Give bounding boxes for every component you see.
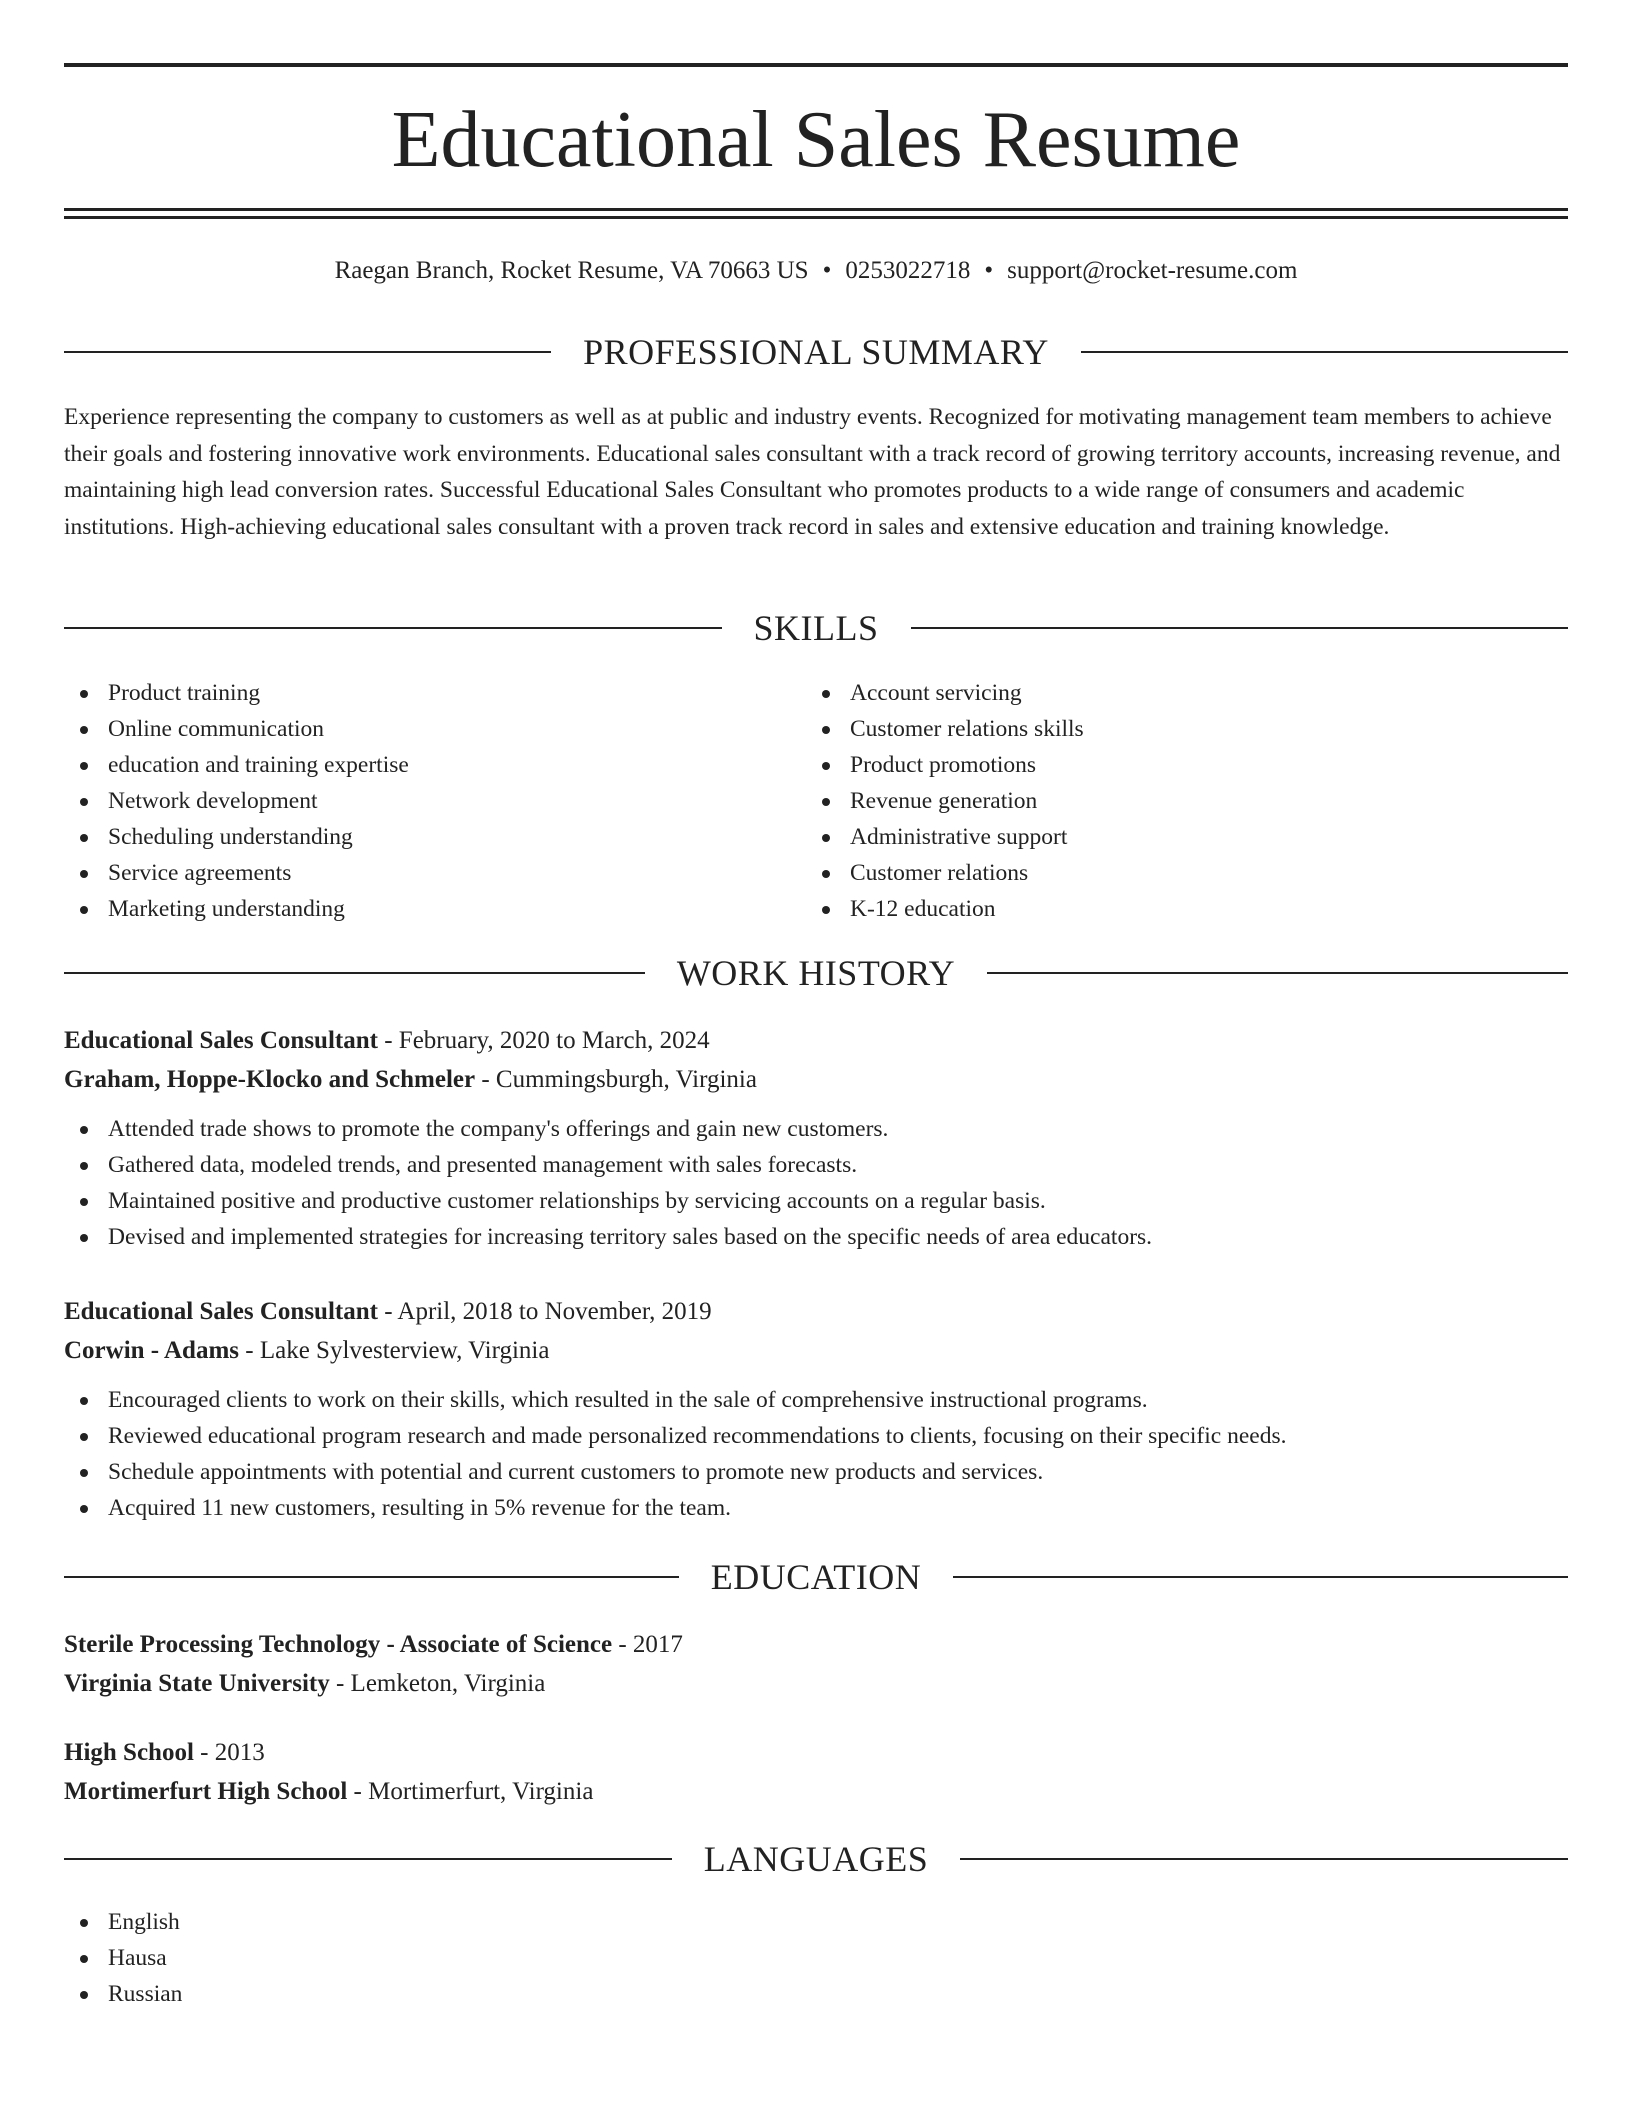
skill-item: education and training expertise bbox=[64, 747, 764, 783]
section-header-work bbox=[64, 949, 1568, 997]
skill-item: Service agreements bbox=[64, 855, 764, 891]
job-company-line bbox=[64, 1331, 1568, 1370]
job-dates: - February, 2020 to March, 2024 bbox=[377, 1027, 710, 1054]
divider-line bbox=[64, 351, 551, 353]
top-rule bbox=[64, 63, 1568, 67]
education-degree-line bbox=[64, 1733, 1568, 1772]
job-company: Corwin - Adams bbox=[64, 1337, 240, 1364]
summary-text: Experience representing the company to customers as well as at public and industry events. Recognized for motivating management team members to achieve their goals and fostering innovative work environments. Educational sales consultant with a track record of growing territory accounts, increasing revenue, and maintaining high lead conversion rates. Successful Educational Sales Consultant who promotes products to a wide range of consumers and academic institutions. High-achieving educational sales consultant with a proven track record in sales and extensive education and training knowledge. bbox=[64, 404, 1561, 540]
page-title: Educational Sales Resume bbox=[391, 96, 1241, 184]
section-title-summary: PROFESSIONAL SUMMARY bbox=[583, 332, 1049, 372]
education-entry bbox=[64, 1733, 1568, 1811]
skill-item: Customer relations bbox=[806, 855, 1506, 891]
job-bullet: Reviewed educational program research and made personalized recommendations to clients, focusing on their specific needs. bbox=[64, 1418, 1568, 1454]
job-title: Educational Sales Consultant bbox=[64, 1298, 378, 1325]
job-title: Educational Sales Consultant bbox=[64, 1027, 378, 1054]
contact-phone: 0253022718 bbox=[845, 257, 971, 284]
job-bullet: Devised and implemented strategies for increasing territory sales based on the specific needs of area educators. bbox=[64, 1219, 1568, 1255]
bullet-separator: • bbox=[822, 257, 832, 284]
job-entry bbox=[64, 1292, 1568, 1526]
job-bullet: Maintained positive and productive customer relationships by servicing accounts on a regular basis. bbox=[64, 1183, 1568, 1219]
skill-item: Revenue generation bbox=[806, 783, 1506, 819]
divider-line bbox=[64, 972, 645, 974]
skill-item: Scheduling understanding bbox=[64, 819, 764, 855]
section-header-skills bbox=[64, 604, 1568, 652]
bullet-separator: • bbox=[984, 257, 994, 284]
education-degree-line bbox=[64, 1625, 1568, 1664]
education-year: - 2017 bbox=[612, 1631, 683, 1658]
job-entry bbox=[64, 1021, 1568, 1255]
job-dates: - April, 2018 to November, 2019 bbox=[377, 1298, 712, 1325]
job-bullet: Gathered data, modeled trends, and presented management with sales forecasts. bbox=[64, 1147, 1568, 1183]
job-company-line bbox=[64, 1060, 1568, 1099]
skills-list-right bbox=[806, 675, 1506, 927]
job-bullets bbox=[64, 1382, 1568, 1526]
skill-item: Network development bbox=[64, 783, 764, 819]
skill-item: K-12 education bbox=[806, 891, 1506, 927]
education-school-line bbox=[64, 1664, 1568, 1703]
education-school: Mortimerfurt High School bbox=[64, 1778, 348, 1805]
job-bullet: Attended trade shows to promote the company's offerings and gain new customers. bbox=[64, 1111, 1568, 1147]
contact-line bbox=[64, 254, 1568, 288]
contact-email: support@rocket-resume.com bbox=[1007, 257, 1298, 284]
language-item: Russian bbox=[64, 1976, 1568, 2012]
job-bullets bbox=[64, 1111, 1568, 1255]
education-location: - Lemketon, Virginia bbox=[329, 1670, 546, 1697]
skill-item: Administrative support bbox=[806, 819, 1506, 855]
section-title-languages: LANGUAGES bbox=[703, 1839, 929, 1879]
skill-item: Product promotions bbox=[806, 747, 1506, 783]
contact-address: Raegan Branch, Rocket Resume, VA 70663 US bbox=[334, 257, 809, 284]
divider-line bbox=[1081, 351, 1568, 353]
section-header-education bbox=[64, 1553, 1568, 1601]
skills-list-left bbox=[64, 675, 764, 927]
skill-item: Account servicing bbox=[806, 675, 1506, 711]
section-title-education: EDUCATION bbox=[710, 1557, 922, 1597]
divider-line bbox=[911, 627, 1569, 629]
language-item: Hausa bbox=[64, 1940, 1568, 1976]
education-entry bbox=[64, 1625, 1568, 1703]
languages-list bbox=[64, 1904, 1568, 2012]
job-bullet: Acquired 11 new customers, resulting in 5% revenue for the team. bbox=[64, 1490, 1568, 1526]
section-header-languages bbox=[64, 1835, 1568, 1883]
job-bullet: Encouraged clients to work on their skills, which resulted in the sale of comprehensive instructional programs. bbox=[64, 1382, 1568, 1418]
education-degree: High School bbox=[64, 1739, 194, 1766]
education-school-line bbox=[64, 1772, 1568, 1811]
section-header-summary bbox=[64, 328, 1568, 376]
divider-line bbox=[960, 1858, 1568, 1860]
education-year: - 2013 bbox=[193, 1739, 265, 1766]
divider-line bbox=[64, 627, 722, 629]
divider-line bbox=[953, 1576, 1568, 1578]
job-location: - Lake Sylvesterview, Virginia bbox=[239, 1337, 550, 1364]
job-company: Graham, Hoppe-Klocko and Schmeler bbox=[64, 1066, 476, 1093]
skill-item: Product training bbox=[64, 675, 764, 711]
divider-line bbox=[64, 1858, 672, 1860]
job-location: - Cummingsburgh, Virginia bbox=[475, 1066, 757, 1093]
job-title-line bbox=[64, 1021, 1568, 1060]
section-title-skills: SKILLS bbox=[753, 608, 879, 648]
divider-line bbox=[987, 972, 1568, 974]
education-degree: Sterile Processing Technology - Associate of Science bbox=[64, 1631, 613, 1658]
education-location: - Mortimerfurt, Virginia bbox=[347, 1778, 594, 1805]
language-item: English bbox=[64, 1904, 1568, 1940]
skill-item: Customer relations skills bbox=[806, 711, 1506, 747]
job-bullet: Schedule appointments with potential and current customers to promote new products and services. bbox=[64, 1454, 1568, 1490]
skill-item: Online communication bbox=[64, 711, 764, 747]
title-rule-lower bbox=[64, 216, 1568, 219]
title-rule-upper bbox=[64, 208, 1568, 211]
section-title-work: WORK HISTORY bbox=[676, 953, 956, 993]
job-title-line bbox=[64, 1292, 1568, 1331]
education-school: Virginia State University bbox=[64, 1670, 330, 1697]
divider-line bbox=[64, 1576, 679, 1578]
skill-item: Marketing understanding bbox=[64, 891, 764, 927]
